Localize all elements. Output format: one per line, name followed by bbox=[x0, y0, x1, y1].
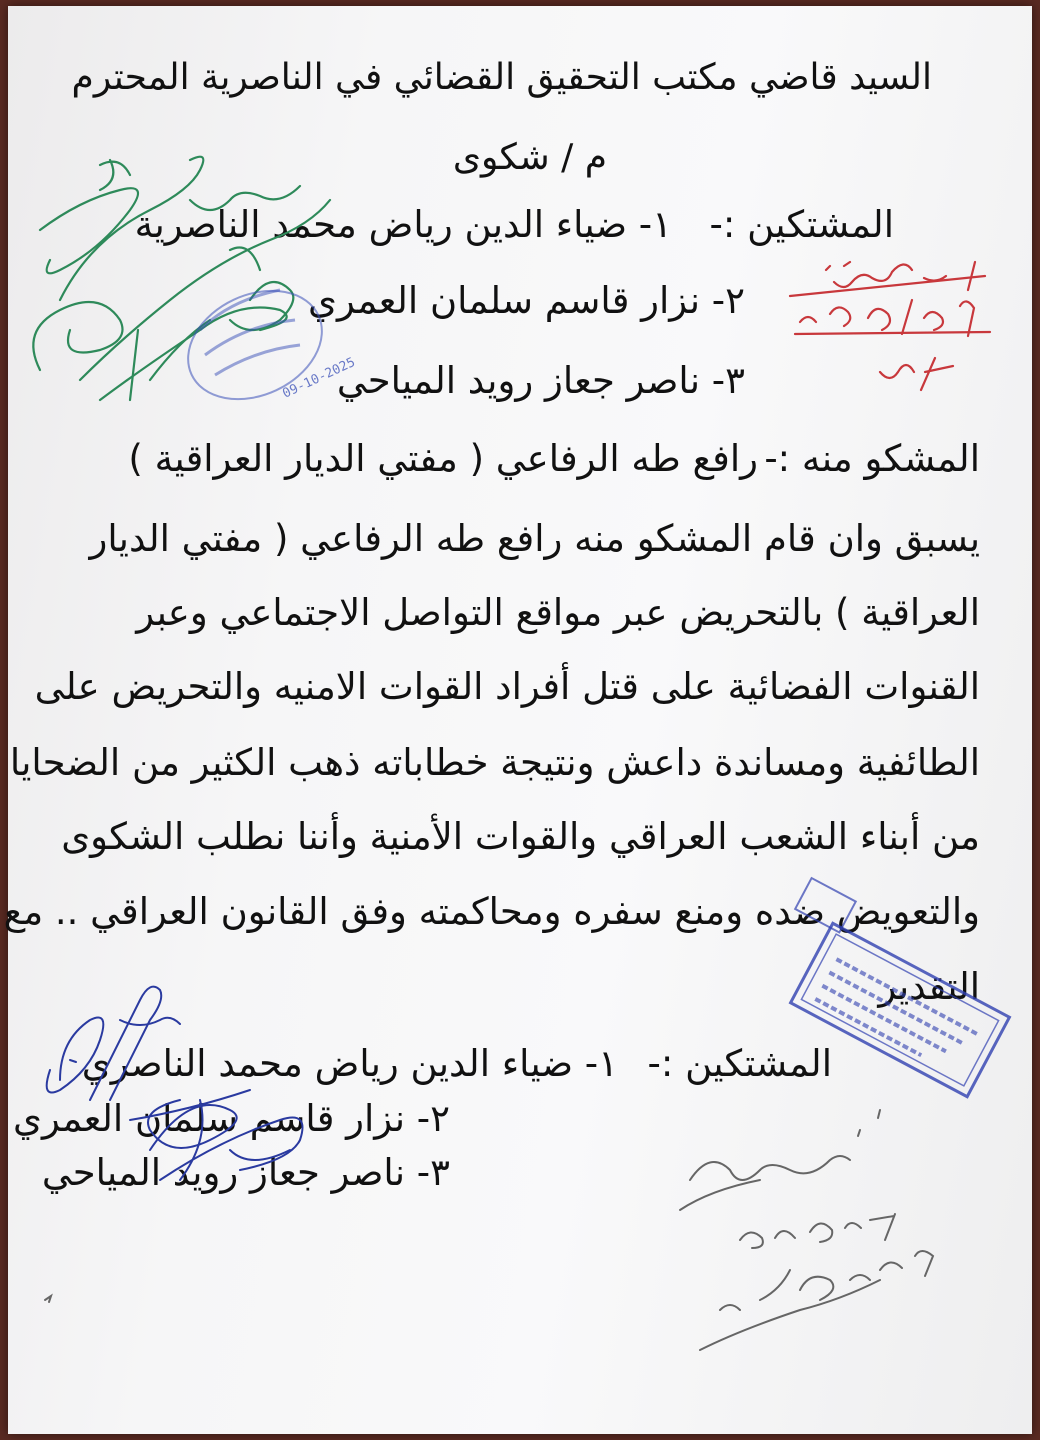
body-line-4: الطائفية ومساندة داعش ونتيجة خطاباته ذهب الكثير من الضحايا bbox=[9, 741, 980, 784]
signature-complainant-2: ٢- نزار قاسم سلمان العمري bbox=[13, 1097, 450, 1140]
green-stamp bbox=[170, 270, 357, 420]
body-line-3: القنوات الفضائية على قتل أفراد القوات الامنيه والتحريض على bbox=[34, 665, 980, 708]
signature-complainant-1: ١- ضياء الدين رياض محمد الناصري bbox=[81, 1042, 618, 1085]
blue-signatures bbox=[47, 987, 303, 1180]
green-signature bbox=[33, 157, 330, 400]
signature-complainants-label: المشتكين :- bbox=[647, 1042, 832, 1085]
complainants-label: المشتكين :- bbox=[709, 203, 894, 246]
complainant-2: ٢- نزار قاسم سلمان العمري bbox=[308, 279, 745, 322]
respondent-label: المشكو منه :- bbox=[764, 437, 980, 480]
subject-line: م / شكوى bbox=[452, 137, 607, 178]
body-line-5: من أبناء الشعب العراقي والقوات الأمنية وأننا نطلب الشكوى bbox=[61, 815, 980, 858]
red-handwritten-note bbox=[790, 259, 990, 390]
addressee-heading: السيد قاضي مكتب التحقيق القضائي في الناصرية المحترم bbox=[71, 57, 932, 98]
stamp-date: 09-10-2025 bbox=[280, 354, 358, 402]
body-line-6: والتعويض ضده ومنع سفره ومحاكمته وفق القانون العراقي .. مع bbox=[3, 890, 980, 933]
complainant-1: ١- ضياء الدين رياض محمد الناصرية bbox=[134, 203, 672, 246]
complainant-3: ٣- ناصر جعاز رويد المياحي bbox=[336, 359, 745, 402]
blue-official-stamp bbox=[755, 878, 1023, 1097]
respondent-name: رافع طه الرفاعي ( مفتي الديار العراقية ) bbox=[128, 437, 758, 480]
signature-complainant-3: ٣- ناصر جعاز رويد المياحي bbox=[41, 1151, 450, 1194]
bottom-handwritten-note bbox=[45, 1110, 933, 1350]
body-line-7: التقدير bbox=[878, 965, 980, 1008]
body-line-2: العراقية ) بالتحريض عبر مواقع التواصل الاجتماعي وعبر bbox=[136, 591, 980, 634]
body-line-1: يسبق وان قام المشكو منه رافع طه الرفاعي ( مفتي الديار bbox=[89, 517, 980, 560]
